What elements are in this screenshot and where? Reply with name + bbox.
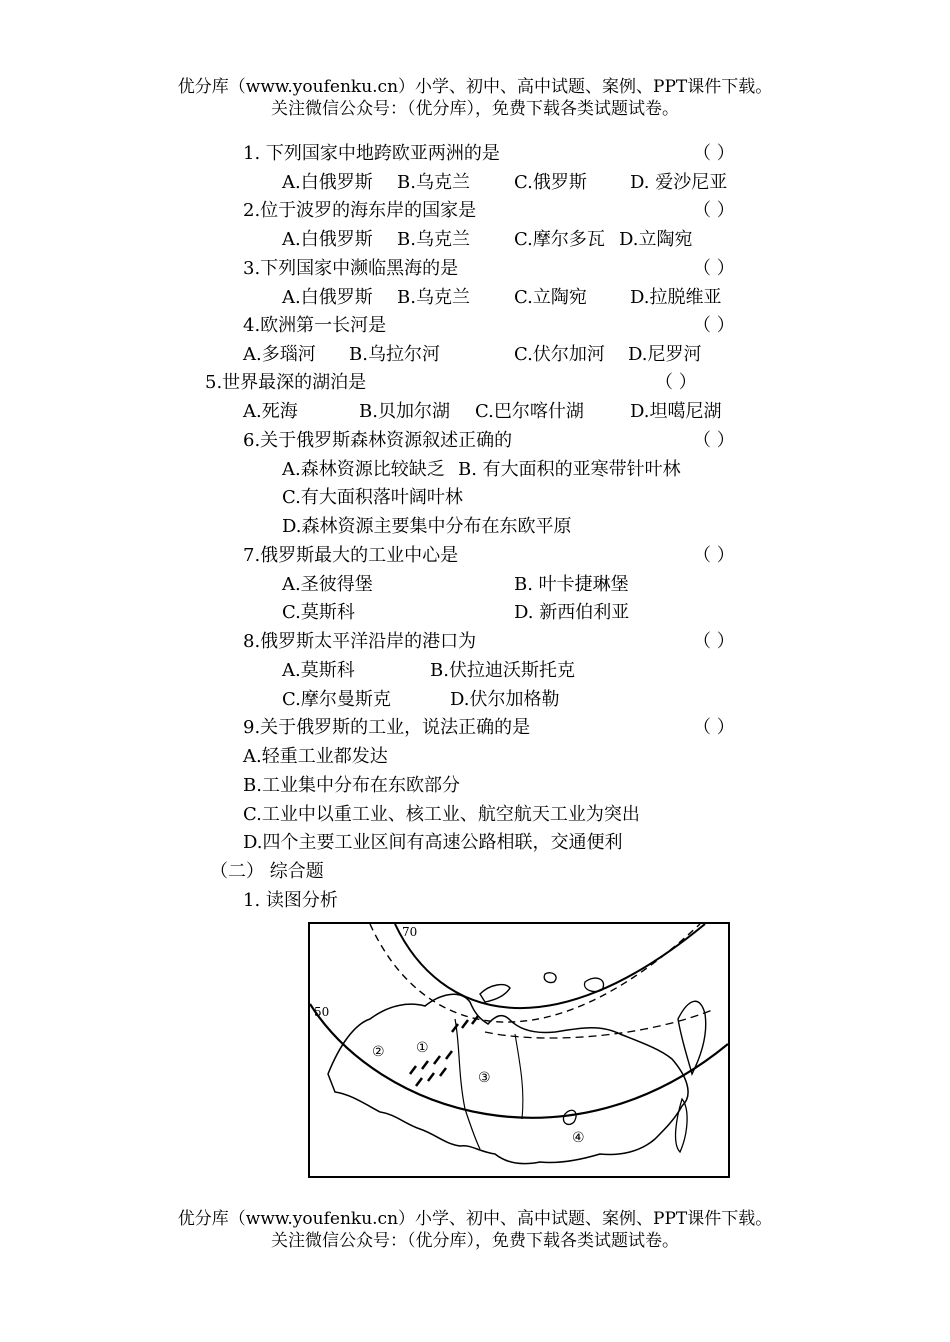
- question-6-option-a: A.森林资源比较缺乏: [282, 459, 445, 480]
- question-9-stem: 9.关于俄罗斯的工业，说法正确的是: [243, 717, 531, 738]
- question-7-option-d: D. 新西伯利亚: [514, 602, 630, 623]
- question-4-option-d: D.尼罗河: [628, 344, 702, 365]
- question-2-answer-bracket: （ ）: [693, 200, 735, 221]
- section-2-title: （二） 综合题: [210, 861, 324, 882]
- question-5-option-a: A.死海: [243, 401, 298, 422]
- latitude-label-70: 70: [402, 925, 418, 939]
- question-4-option-a: A.多瑙河: [243, 344, 316, 365]
- question-2-option-d: D.立陶宛: [619, 229, 693, 250]
- question-8-stem: 8.俄罗斯太平洋沿岸的港口为: [243, 631, 477, 652]
- question-7-answer-bracket: （ ）: [693, 545, 735, 566]
- question-5-option-d: D.坦噶尼湖: [630, 401, 722, 422]
- question-9-option-b: B.工业集中分布在东欧部分: [243, 775, 460, 796]
- question-1-answer-bracket: （ ）: [693, 143, 735, 164]
- question-4-option-c: C.伏尔加河: [514, 344, 605, 365]
- question-3-stem: 3.下列国家中濒临黑海的是: [243, 258, 459, 279]
- footer-line-2: 关注微信公众号：（优分库），免费下载各类试题试卷。: [271, 1231, 679, 1251]
- question-1-option-c: C.俄罗斯: [514, 172, 587, 193]
- question-6-stem: 6.关于俄罗斯森林资源叙述正确的: [243, 430, 513, 451]
- question-2-option-c: C.摩尔多瓦: [514, 229, 605, 250]
- question-1-option-a: A.白俄罗斯: [282, 172, 373, 193]
- question-3-option-d: D.拉脱维亚: [630, 287, 722, 308]
- question-8-option-c: C.摩尔曼斯克: [282, 689, 391, 710]
- question-5-answer-bracket: （ ）: [655, 372, 697, 393]
- header-line-2: 关注微信公众号：（优分库），免费下载各类试题试卷。: [271, 99, 679, 119]
- question-6-option-c: C.有大面积落叶阔叶林: [282, 487, 463, 508]
- question-7-stem: 7.俄罗斯最大的工业中心是: [243, 545, 459, 566]
- map-drawing: [310, 924, 728, 1176]
- region-marker-2: ②: [372, 1044, 385, 1060]
- question-5-option-c: C.巴尔喀什湖: [475, 401, 584, 422]
- lake-baikal: [563, 1110, 576, 1124]
- question-5-stem: 5.世界最深的湖泊是: [205, 372, 367, 393]
- question-1-stem: 1. 下列国家中地跨欧亚两洲的是: [243, 143, 500, 164]
- question-7-option-b: B. 叶卡捷琳堡: [514, 574, 629, 595]
- russia-map: [308, 922, 730, 1178]
- question-2-option-a: A.白俄罗斯: [282, 229, 373, 250]
- question-4-stem: 4.欧洲第一长河是: [243, 315, 387, 336]
- novaya-zemlya-island: [480, 985, 510, 1002]
- latitude-60-arc: [395, 924, 705, 1008]
- region-marker-1: ①: [416, 1040, 429, 1056]
- question-7-option-c: C.莫斯科: [282, 602, 355, 623]
- question-5-option-b: B.贝加尔湖: [359, 401, 450, 422]
- question-1-option-d: D. 爱沙尼亚: [630, 172, 728, 193]
- arctic-islands: [544, 973, 556, 983]
- question-8-option-b: B.伏拉迪沃斯托克: [430, 660, 575, 681]
- question-9-option-a: A.轻重工业都发达: [243, 746, 388, 767]
- question-6-option-b: B. 有大面积的亚寒带针叶林: [458, 459, 681, 480]
- section-2-item-1: 1. 读图分析: [243, 890, 338, 911]
- question-2-stem: 2.位于波罗的海东岸的国家是: [243, 200, 477, 221]
- question-9-option-c: C.工业中以重工业、核工业、航空航天工业为突出: [243, 804, 640, 825]
- header-line-1: 优分库（www.youfenku.cn）小学、初中、高中试题、案例、PPT课件下载。: [177, 77, 773, 97]
- question-2-option-b: B.乌克兰: [397, 229, 470, 250]
- question-1-option-b: B.乌克兰: [397, 172, 470, 193]
- question-3-answer-bracket: （ ）: [693, 258, 735, 279]
- question-6-answer-bracket: （ ）: [693, 430, 735, 451]
- question-3-option-b: B.乌克兰: [397, 287, 470, 308]
- question-4-option-b: B.乌拉尔河: [349, 344, 440, 365]
- question-3-option-c: C.立陶宛: [514, 287, 587, 308]
- question-9-answer-bracket: （ ）: [693, 717, 735, 738]
- question-8-option-a: A.莫斯科: [282, 660, 355, 681]
- inner-border: [515, 1034, 523, 1119]
- question-9-option-d: D.四个主要工业区间有高速公路相联，交通便利: [243, 832, 623, 853]
- eurasia-coastline: [328, 994, 688, 1163]
- question-4-answer-bracket: （ ）: [693, 315, 735, 336]
- question-3-option-a: A.白俄罗斯: [282, 287, 373, 308]
- region-marker-3: ③: [478, 1070, 491, 1086]
- question-8-option-d: D.伏尔加格勒: [450, 689, 560, 710]
- ural-border: [455, 1019, 480, 1149]
- footer-line-1: 优分库（www.youfenku.cn）小学、初中、高中试题、案例、PPT课件下载。: [177, 1209, 773, 1229]
- latitude-label-50: 50: [314, 1005, 330, 1019]
- region-marker-4: ④: [572, 1130, 585, 1146]
- question-8-answer-bracket: （ ）: [693, 631, 735, 652]
- question-6-option-d: D.森林资源主要集中分布在东欧平原: [282, 516, 572, 537]
- question-7-option-a: A.圣彼得堡: [282, 574, 373, 595]
